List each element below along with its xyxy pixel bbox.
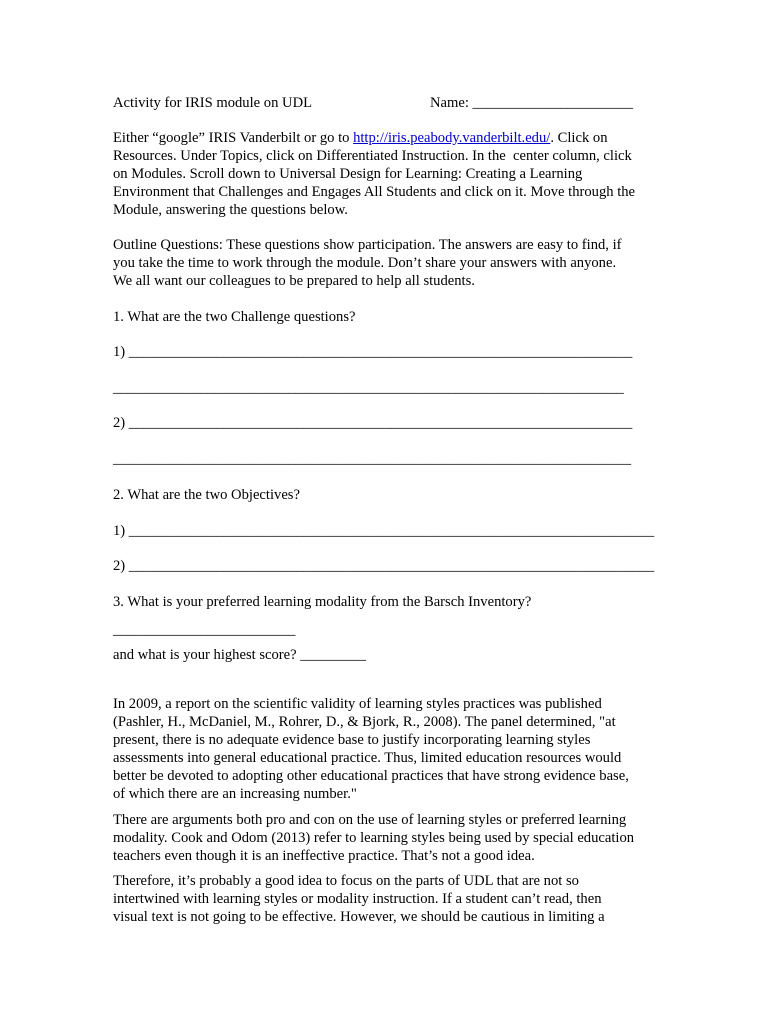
q2-answer-1[interactable]: 1) ________________________________________________________________________ [113,523,655,539]
intro-line-2: Resources. Under Topics, click on Differentiated Instruction. In the center column, click [113,148,632,164]
iris-link[interactable]: http://iris.peabody.vanderbilt.edu/ [353,130,551,146]
intro-line-3: on Modules. Scroll down to Universal Design for Learning: Creating a Learning [113,166,583,182]
activity-title: Activity for IRIS module on UDL [113,95,313,111]
q1-answer-1[interactable]: 1) _____________________________________________________________________ [113,344,633,360]
para1-line-1: In 2009, a report on the scientific validity of learning styles practices was published [113,696,602,712]
outline-line-1: Outline Questions: These questions show participation. The answers are easy to find, if [113,237,622,253]
para3-line-2: intertwined with learning styles or modality instruction. If a student can’t read, then [113,891,602,907]
para2-line-2: modality. Cook and Odom (2013) refer to learning styles being used by special education [113,830,635,846]
outline-line-2: you take the time to work through the module. Don’t share your answers with anyone. [113,255,617,271]
question-1: 1. What are the two Challenge questions? [113,309,356,325]
para1-line-2: (Pashler, H., McDaniel, M., Rohrer, D., & Bjork, R., 2008). The panel determined, "at [113,714,616,730]
q3-highest-score[interactable]: and what is your highest score? _________ [113,647,366,663]
intro-line-1 [113,129,608,147]
para2-line-1: There are arguments both pro and con on the use of learning styles or preferred learning [113,812,627,828]
outline-line-3: We all want our colleagues to be prepared to help all students. [113,273,475,289]
para3-line-3: visual text is not going to be effective. However, we should be cautious in limiting a [113,909,605,925]
name-field[interactable]: Name: ______________________ [430,95,634,111]
para1-line-5: better be devoted to adopting other educational practices that have strong evidence base, [113,768,629,784]
q1-answer-2-continued[interactable]: _______________________________________________________________________ [113,451,632,467]
para1-line-4: assessments into general educational practice. Thus, limited education resources would [113,750,622,766]
question-3: 3. What is your preferred learning modality from the Barsch Inventory? [113,594,532,610]
intro-text-a: Either “google” IRIS Vanderbilt or go to [113,130,354,146]
q2-answer-2[interactable]: 2) ________________________________________________________________________ [113,558,655,574]
para3-line-1: Therefore, it’s probably a good idea to focus on the parts of UDL that are not so [113,873,579,889]
para2-line-3: teachers even though it is an ineffective practice. That’s not a good idea. [113,848,535,864]
para1-line-6: of which there are an increasing number." [113,786,357,802]
intro-text-b: . Click on [550,130,608,146]
intro-line-4: Environment that Challenges and Engages All Students and click on it. Move through the [113,184,636,200]
q1-answer-1-continued[interactable]: ______________________________________________________________________ [113,380,624,396]
question-2: 2. What are the two Objectives? [113,487,300,503]
q1-answer-2[interactable]: 2) _____________________________________________________________________ [113,415,633,431]
para1-line-3: present, there is no adequate evidence base to justify incorporating learning styles [113,732,591,748]
q3-modality-blank[interactable]: _________________________ [113,622,296,638]
intro-line-5: Module, answering the questions below. [113,202,348,218]
